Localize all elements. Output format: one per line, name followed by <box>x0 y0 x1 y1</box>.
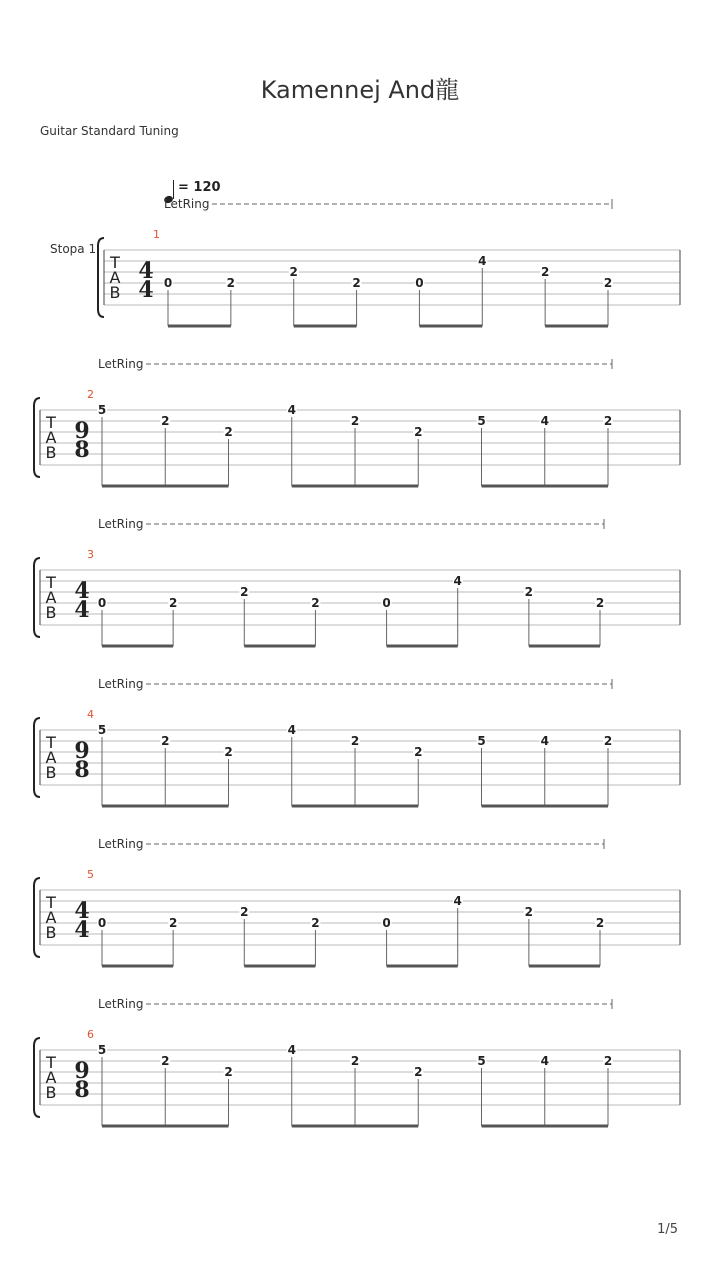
fret-number: 2 <box>603 1054 613 1068</box>
tab-clef-letter: A <box>45 588 57 607</box>
fret-number: 2 <box>352 276 361 290</box>
fret-number: 5 <box>477 414 486 428</box>
fret-number: 2 <box>595 916 605 930</box>
tab-clef-letter: T <box>46 733 56 752</box>
tab-clef-letter: A <box>45 908 57 927</box>
fret-number: 0 <box>163 276 173 290</box>
tab-clef-letter: B <box>45 923 57 942</box>
fret-number: 4 <box>540 734 549 748</box>
fret-number: 2 <box>311 916 320 930</box>
fret-number: 2 <box>161 414 170 428</box>
fret-number: 4 <box>453 894 462 908</box>
fret-number: 2 <box>226 276 236 290</box>
fret-number: 2 <box>414 745 423 759</box>
fret-number: 4 <box>287 1043 296 1057</box>
fret-number: 2 <box>224 1065 233 1079</box>
fret-number: 2 <box>414 425 423 439</box>
fret-number: 2 <box>350 414 360 428</box>
fret-number: 2 <box>161 1054 170 1068</box>
time-signature-denominator: 4 <box>74 917 90 943</box>
measure-number: 1 <box>153 228 160 241</box>
tab-clef-letter: T <box>46 893 56 912</box>
fret-number: 2 <box>224 425 233 439</box>
tab-clef-letter: T <box>46 1053 56 1072</box>
let-ring-label: LetRing <box>98 357 144 371</box>
let-ring-label: LetRing <box>164 197 210 211</box>
system-bracket <box>34 878 40 957</box>
tab-clef-letter: B <box>45 1083 57 1102</box>
fret-number: 2 <box>524 585 534 599</box>
time-signature-numerator: 4 <box>74 578 90 604</box>
fret-number: 4 <box>287 403 296 417</box>
system-bracket <box>34 718 40 797</box>
time-signature-denominator: 4 <box>74 597 90 623</box>
fret-number: 5 <box>477 734 486 748</box>
tab-clef-letter: B <box>45 443 57 462</box>
time-signature-numerator: 9 <box>74 738 90 764</box>
fret-number: 2 <box>289 265 298 279</box>
fret-number: 2 <box>240 905 249 919</box>
fret-number: 2 <box>603 734 613 748</box>
track-label: Stopa 1 <box>50 242 97 256</box>
fret-number: 2 <box>224 745 233 759</box>
fret-number: 2 <box>350 1054 360 1068</box>
fret-number: 0 <box>97 596 107 610</box>
system-bracket <box>34 558 40 637</box>
time-signature-denominator: 8 <box>74 437 90 463</box>
measure-number: 4 <box>87 708 94 721</box>
tab-clef-letter: T <box>46 573 56 592</box>
fret-number: 5 <box>97 403 107 417</box>
measure-number: 6 <box>87 1028 94 1041</box>
fret-number: 4 <box>453 574 462 588</box>
let-ring-label: LetRing <box>98 517 144 531</box>
time-signature-denominator: 4 <box>138 277 154 303</box>
fret-number: 0 <box>382 596 391 610</box>
fret-number: 5 <box>477 1054 486 1068</box>
time-signature-numerator: 9 <box>74 418 90 444</box>
tab-clef-letter: A <box>45 1068 57 1087</box>
fret-number: 2 <box>240 585 249 599</box>
fret-number: 2 <box>350 734 360 748</box>
tab-clef-letter: A <box>109 268 121 287</box>
fret-number: 0 <box>415 276 424 290</box>
tab-clef-letter: T <box>110 253 120 272</box>
fret-number: 2 <box>311 596 320 610</box>
fret-number: 5 <box>97 723 107 737</box>
fret-number: 4 <box>478 254 487 268</box>
fret-number: 0 <box>382 916 391 930</box>
fret-number: 5 <box>97 1043 107 1057</box>
fret-number: 4 <box>540 414 549 428</box>
tab-clef-letter: B <box>109 283 121 302</box>
system-bracket <box>34 398 40 477</box>
fret-number: 2 <box>161 734 170 748</box>
fret-number: 4 <box>540 1054 549 1068</box>
tab-clef-letter: T <box>46 413 56 432</box>
song-title: Kamennej And龍 <box>260 76 460 104</box>
time-signature-numerator: 4 <box>74 898 90 924</box>
tempo-value: = 120 <box>178 180 221 195</box>
fret-number: 2 <box>414 1065 423 1079</box>
tab-clef-letter: B <box>45 763 57 782</box>
fret-number: 2 <box>595 596 605 610</box>
time-signature-denominator: 8 <box>74 757 90 783</box>
measure-number: 2 <box>87 388 94 401</box>
fret-number: 2 <box>603 414 613 428</box>
fret-number: 4 <box>287 723 296 737</box>
fret-number: 0 <box>97 916 107 930</box>
let-ring-label: LetRing <box>98 997 144 1011</box>
time-signature-numerator: 9 <box>74 1058 90 1084</box>
fret-number: 2 <box>603 276 613 290</box>
measure-number: 3 <box>87 548 94 561</box>
measure-number: 5 <box>87 868 94 881</box>
system-bracket <box>98 238 104 317</box>
page-number: 1/5 <box>657 1222 678 1237</box>
tab-clef-letter: A <box>45 428 57 447</box>
fret-number: 2 <box>168 596 178 610</box>
tab-clef-letter: B <box>45 603 57 622</box>
fret-number: 2 <box>540 265 550 279</box>
fret-number: 2 <box>524 905 534 919</box>
time-signature-numerator: 4 <box>138 258 154 284</box>
tab-clef-letter: A <box>45 748 57 767</box>
system-bracket <box>34 1038 40 1117</box>
time-signature-denominator: 8 <box>74 1077 90 1103</box>
fret-number: 2 <box>168 916 178 930</box>
let-ring-label: LetRing <box>98 837 144 851</box>
let-ring-label: LetRing <box>98 677 144 691</box>
tuning-label: Guitar Standard Tuning <box>40 124 179 138</box>
